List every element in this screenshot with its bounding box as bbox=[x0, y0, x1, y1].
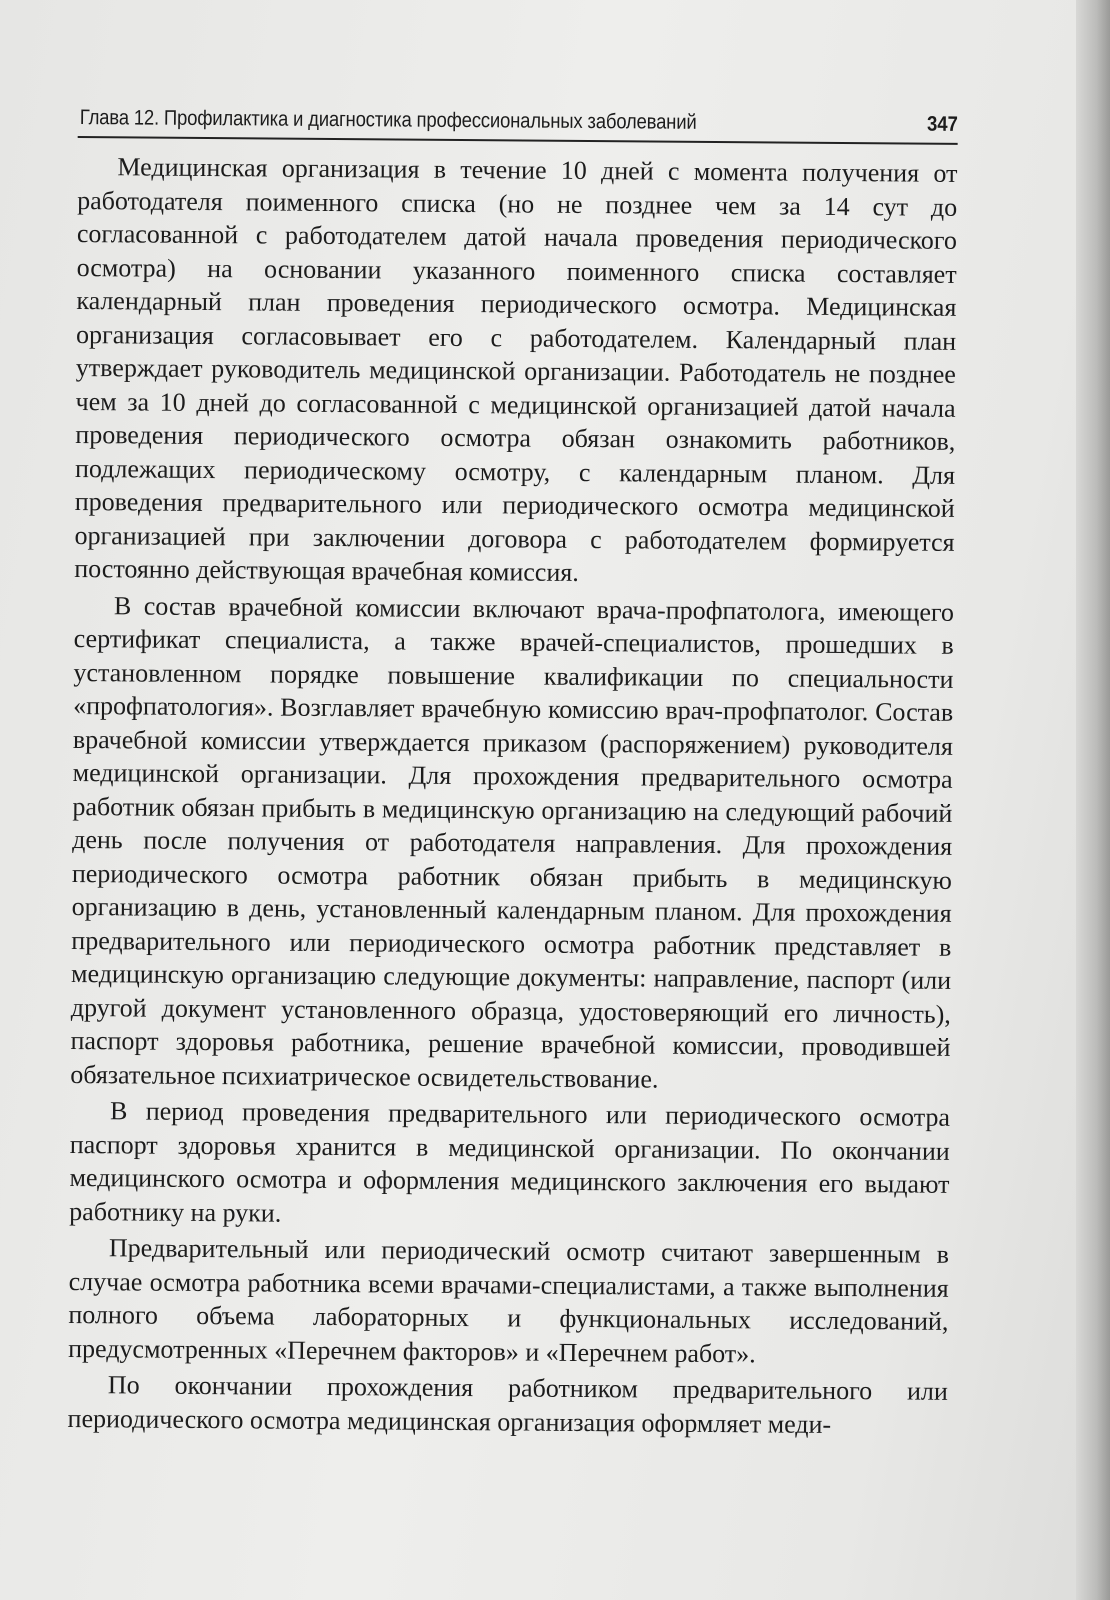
page-content bbox=[67, 96, 958, 1445]
paragraph: В состав врачебной комиссии включают врача-профпатолога, имеющего сертификат специалиста, а также врачей-специалистов, прошедших в установленном порядке повышение квалификации по специальности «профпатология». Возглавляет врачебную комиссию врач-профпатолог. Состав врачебной комиссии утверждается приказом (распоряжением) руководителя медицинской организации. Для прохождения предварительного осмотра работник обязан прибыть в медицинскую организацию на следующий рабочий день после получения от работодателя направления. Для прохождения периодического осмотра работник обязан прибыть в медицинскую организацию в день, установленный календарным планом. Для прохождения предварительного или периодического осмотра работник представляет в медицинскую организацию следующие документы: направление, паспорт (или другой документ установленного образца, удостоверяющий его личность), паспорт здоровья работника, решение врачебной комиссии, проводившей обязательное психиатрическое освидетельствование. bbox=[70, 590, 955, 1094]
paragraph: Медицинская организация в течение 10 дней с момента получения от работодателя поименного списка (но не позднее чем за 14 сут до согласованной с работодателем датой начала проведения периодического осмотра) на основании указанного поименного списка составляет календарный план проведения периодического осмотра. Медицинская организация согласовывает его с работодателем. Календарный план утверждает руководитель медицинской организации. Работодатель не позднее чем за 10 дней до согласованной с медицинской организацией датой начала проведения периодического осмотра обязан ознакомить работников, подлежащих периодическому осмотру, с календарным планом. Для проведения предварительного или периодического осмотра медицинской организацией при заключении договора с работодателем формируется постоянно действующая врачебная комиссия. bbox=[74, 152, 958, 587]
running-header bbox=[78, 96, 958, 145]
paragraph: В период проведения предварительного или периодического осмотра паспорт здоровья хранится в медицинской организации. По окончании медицинского осмотра и оформления медицинского заключения его выдают работнику на руки. bbox=[69, 1096, 951, 1228]
paragraph: По окончании прохождения работником предварительного или периодического осмотра медицинская организация оформляет меди- bbox=[67, 1370, 948, 1439]
chapter-title: Глава 12. Профилактика и диагностика профессиональных заболеваний bbox=[79, 106, 697, 134]
body-text bbox=[67, 150, 957, 1442]
paragraph: Предварительный или периодический осмотр считают завершенным в случае осмотра работника всеми врачами-специалистами, а также выполнения полного объема лабораторных и функциональных исследований, предусмотренных «Перечнем факторов» и «Перечнем работ». bbox=[68, 1233, 950, 1368]
page-edge bbox=[1076, 0, 1110, 1600]
page-number: 347 bbox=[926, 112, 958, 136]
